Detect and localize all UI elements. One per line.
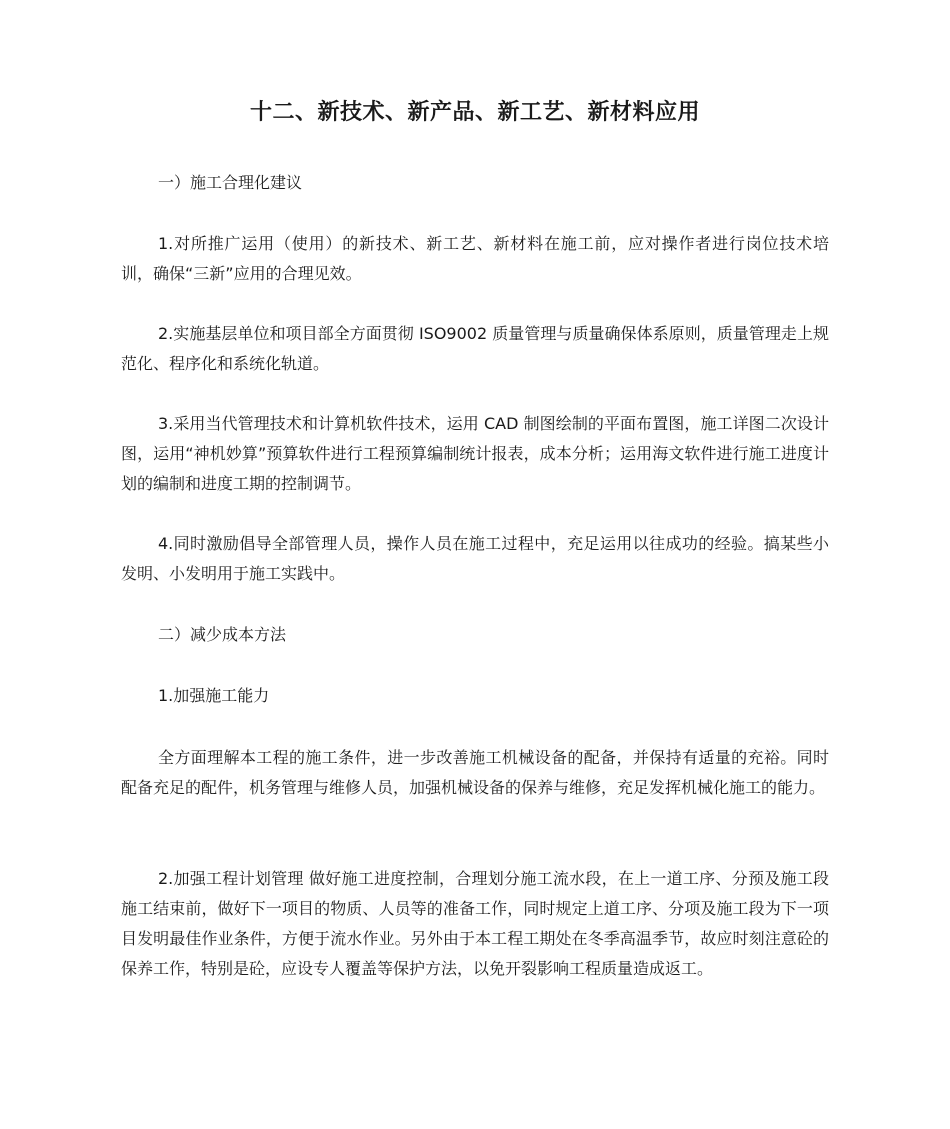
paragraph-6: 2.加强工程计划管理 做好施工进度控制，合理划分施工流水段，在上一道工序、分预及施工段施工结束前，做好下一项目的物质、人员等的准备工作，同时规定上道工序、分项及施工段为下一项目发明最佳作业条件，方便于流水作业。另外由于本工程工期处在冬季高温季节，故应时刻注意砼的保养工作，特别是砼，应设专人覆盖等保护方法，以免开裂影响工程质量造成返工。 bbox=[121, 869, 829, 978]
paragraph-5: 全方面理解本工程的施工条件，进一步改善施工机械设备的配备，并保持有适量的充裕。同时配备充足的配件，机务管理与维修人员，加强机械设备的保养与维修，充足发挥机械化施工的能力。 bbox=[121, 748, 829, 797]
paragraph-4: 4.同时激励倡导全部管理人员，操作人员在施工过程中，充足运用以往成功的经验。搞某些小发明、小发明用于施工实践中。 bbox=[121, 534, 829, 583]
section-heading-1: 一）施工合理化建议 bbox=[158, 173, 303, 192]
paragraph-2: 2.实施基层单位和项目部全方面贯彻 ISO9002 质量管理与质量确保体系原则，质量管理走上规范化、程序化和系统化轨道。 bbox=[121, 324, 829, 373]
subheading-1: 1.加强施工能力 bbox=[158, 686, 270, 705]
paragraph-3: 3.采用当代管理技术和计算机软件技术，运用 CAD 制图绘制的平面布置图，施工详图二次设计图，运用“神机妙算”预算软件进行工程预算编制统计报表，成本分析；运用海文软件进行施工进度计划的编制和进度工期的控制调节。 bbox=[121, 414, 829, 493]
paragraph-1: 1.对所推广运用（使用）的新技术、新工艺、新材料在施工前，应对操作者进行岗位技术培训，确保“三新”应用的合理见效。 bbox=[121, 234, 829, 283]
document-title: 十二、新技术、新产品、新工艺、新材料应用 bbox=[249, 100, 700, 125]
section-heading-2: 二）减少成本方法 bbox=[158, 625, 287, 644]
